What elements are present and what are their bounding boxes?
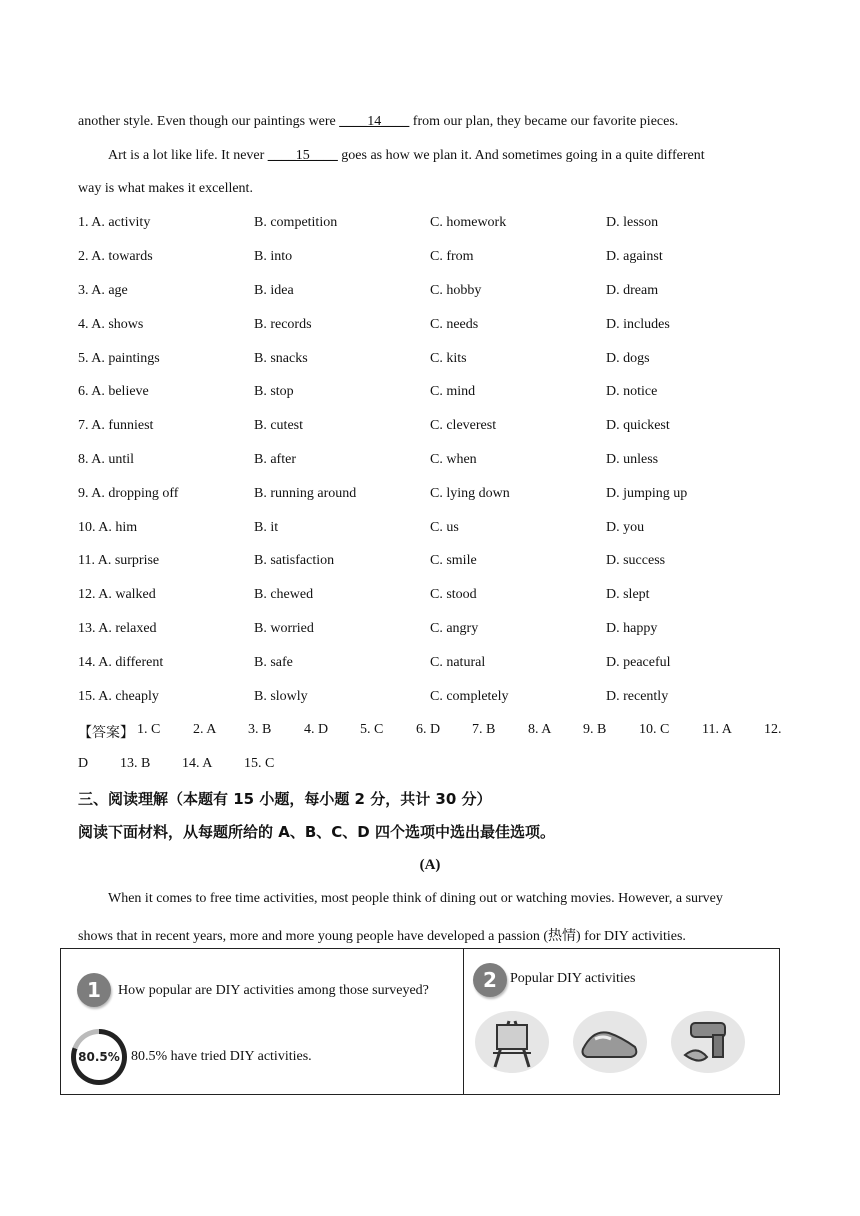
option-d: D. unless: [606, 452, 659, 467]
answer-item: 4. D: [304, 722, 329, 737]
option-row: [78, 621, 778, 641]
option-a: 10. A. him: [78, 520, 138, 535]
option-b: B. safe: [254, 655, 293, 670]
option-d: D. happy: [606, 621, 658, 636]
passage-text: goes as how we plan it. And sometimes going in a quite different: [337, 148, 705, 163]
answer-item: 1. C: [137, 722, 161, 737]
option-d: D. you: [606, 520, 645, 535]
option-a: 1. A. activity: [78, 215, 151, 230]
option-c: C. us: [430, 520, 459, 535]
option-row: [78, 689, 778, 709]
option-b: B. running around: [254, 486, 357, 501]
intro-line-2: shows that in recent years, more and more young people have developed a passion (热情) for DIY activities.: [78, 929, 686, 944]
option-c: C. needs: [430, 317, 479, 332]
option-d: D. dream: [606, 283, 659, 298]
survey-stat: 80.5% have tried DIY activities.: [131, 1049, 312, 1064]
option-a: 13. A. relaxed: [78, 621, 157, 636]
option-b: B. into: [254, 249, 293, 264]
option-row: [78, 520, 778, 540]
easel-painting-icon: [475, 1011, 549, 1073]
shoe-craft-icon: [573, 1011, 647, 1073]
answer-item: D: [78, 756, 89, 771]
option-row: [78, 283, 778, 303]
passage-line-3: way is what makes it excellent.: [78, 181, 253, 196]
option-c: C. when: [430, 452, 477, 467]
option-b: B. slowly: [254, 689, 308, 704]
option-c: C. completely: [430, 689, 509, 704]
option-a: 9. A. dropping off: [78, 486, 179, 501]
option-b: B. satisfaction: [254, 553, 335, 568]
option-row: [78, 215, 778, 235]
option-a: 15. A. cheaply: [78, 689, 159, 704]
option-d: D. slept: [606, 587, 650, 602]
answer-item: 8. A: [528, 722, 552, 737]
option-c: C. smile: [430, 553, 477, 568]
option-row: [78, 452, 778, 472]
infographic-table: [60, 948, 780, 1095]
option-a: 8. A. until: [78, 452, 135, 467]
option-a: 7. A. funniest: [78, 418, 154, 433]
section-instruction: 阅读下面材料，从每题所给的 A、B、C、D 四个选项中选出最佳选项。: [78, 823, 555, 841]
option-row: [78, 587, 778, 607]
option-a: 4. A. shows: [78, 317, 144, 332]
answer-item: 5. C: [360, 722, 384, 737]
ring-value: 80.5%: [76, 1034, 122, 1080]
option-b: B. idea: [254, 283, 294, 298]
option-c: C. mind: [430, 384, 476, 399]
answer-item: 9. B: [583, 722, 607, 737]
option-c: C. homework: [430, 215, 507, 230]
option-b: B. chewed: [254, 587, 314, 602]
answer-item: 2. A: [193, 722, 217, 737]
option-d: D. success: [606, 553, 666, 568]
option-c: C. from: [430, 249, 474, 264]
option-b: B. after: [254, 452, 296, 467]
glue-gun-craft-icon: [671, 1011, 745, 1073]
passage-text: another style. Even though our paintings were: [78, 114, 340, 129]
percentage-ring-icon: [71, 1029, 127, 1085]
option-a: 14. A. different: [78, 655, 164, 670]
answer-label: 【答案】: [78, 726, 134, 741]
option-d: D. jumping up: [606, 486, 688, 501]
option-a: 2. A. towards: [78, 249, 153, 264]
table-divider: [463, 949, 464, 1094]
answer-item: 3. B: [248, 722, 272, 737]
option-c: C. natural: [430, 655, 486, 670]
option-row: [78, 384, 778, 404]
option-a: 5. A. paintings: [78, 351, 160, 366]
option-row: [78, 249, 778, 269]
popular-activities-title: Popular DIY activities: [510, 971, 636, 986]
option-a: 3. A. age: [78, 283, 128, 298]
blank-14: ____14____: [339, 114, 410, 129]
option-d: D. against: [606, 249, 663, 264]
option-c: C. cleverest: [430, 418, 497, 433]
answer-item: 15. C: [244, 756, 275, 771]
option-row: [78, 317, 778, 337]
answer-item: 11. A: [702, 722, 732, 737]
answer-item: 13. B: [120, 756, 151, 771]
number-one-badge-icon: 1: [77, 973, 111, 1007]
option-b: B. records: [254, 317, 312, 332]
answer-item: 6. D: [416, 722, 441, 737]
option-d: D. includes: [606, 317, 670, 332]
answer-item: 7. B: [472, 722, 496, 737]
option-c: C. angry: [430, 621, 479, 636]
answer-item: 10. C: [639, 722, 670, 737]
option-b: B. it: [254, 520, 279, 535]
option-row: [78, 418, 778, 438]
option-row: [78, 655, 778, 675]
intro-line-1: When it comes to free time activities, most people think of dining out or watching movies. However, a survey: [108, 891, 723, 906]
option-c: C. stood: [430, 587, 477, 602]
survey-question: How popular are DIY activities among those surveyed?: [118, 983, 429, 998]
passage-line-1: [78, 114, 678, 130]
passage-line-2: [108, 148, 705, 164]
option-a: 6. A. believe: [78, 384, 149, 399]
option-c: C. hobby: [430, 283, 482, 298]
option-d: D. dogs: [606, 351, 650, 366]
option-b: B. stop: [254, 384, 294, 399]
option-c: C. lying down: [430, 486, 510, 501]
passage-text: from our plan, they became our favorite pieces.: [409, 114, 679, 129]
option-d: D. quickest: [606, 418, 670, 433]
option-row: [78, 351, 778, 371]
option-b: B. worried: [254, 621, 314, 636]
number-two-badge-icon: 2: [473, 963, 507, 997]
answer-item: 12.: [764, 722, 782, 737]
answer-item: 14. A: [182, 756, 213, 771]
passage-text: Art is a lot like life. It never: [108, 148, 268, 163]
option-d: D. recently: [606, 689, 669, 704]
blank-15: ____15____: [267, 148, 338, 163]
section-heading: 三、阅读理解（本题有 15 小题，每小题 2 分，共计 30 分）: [78, 790, 492, 808]
option-c: C. kits: [430, 351, 467, 366]
option-b: B. competition: [254, 215, 338, 230]
option-a: 12. A. walked: [78, 587, 156, 602]
option-a: 11. A. surprise: [78, 553, 160, 568]
option-d: D. peaceful: [606, 655, 671, 670]
option-b: B. snacks: [254, 351, 308, 366]
option-d: D. lesson: [606, 215, 659, 230]
part-title: (A): [419, 857, 441, 873]
option-row: [78, 486, 778, 506]
option-row: [78, 553, 778, 573]
option-d: D. notice: [606, 384, 658, 399]
option-b: B. cutest: [254, 418, 303, 433]
